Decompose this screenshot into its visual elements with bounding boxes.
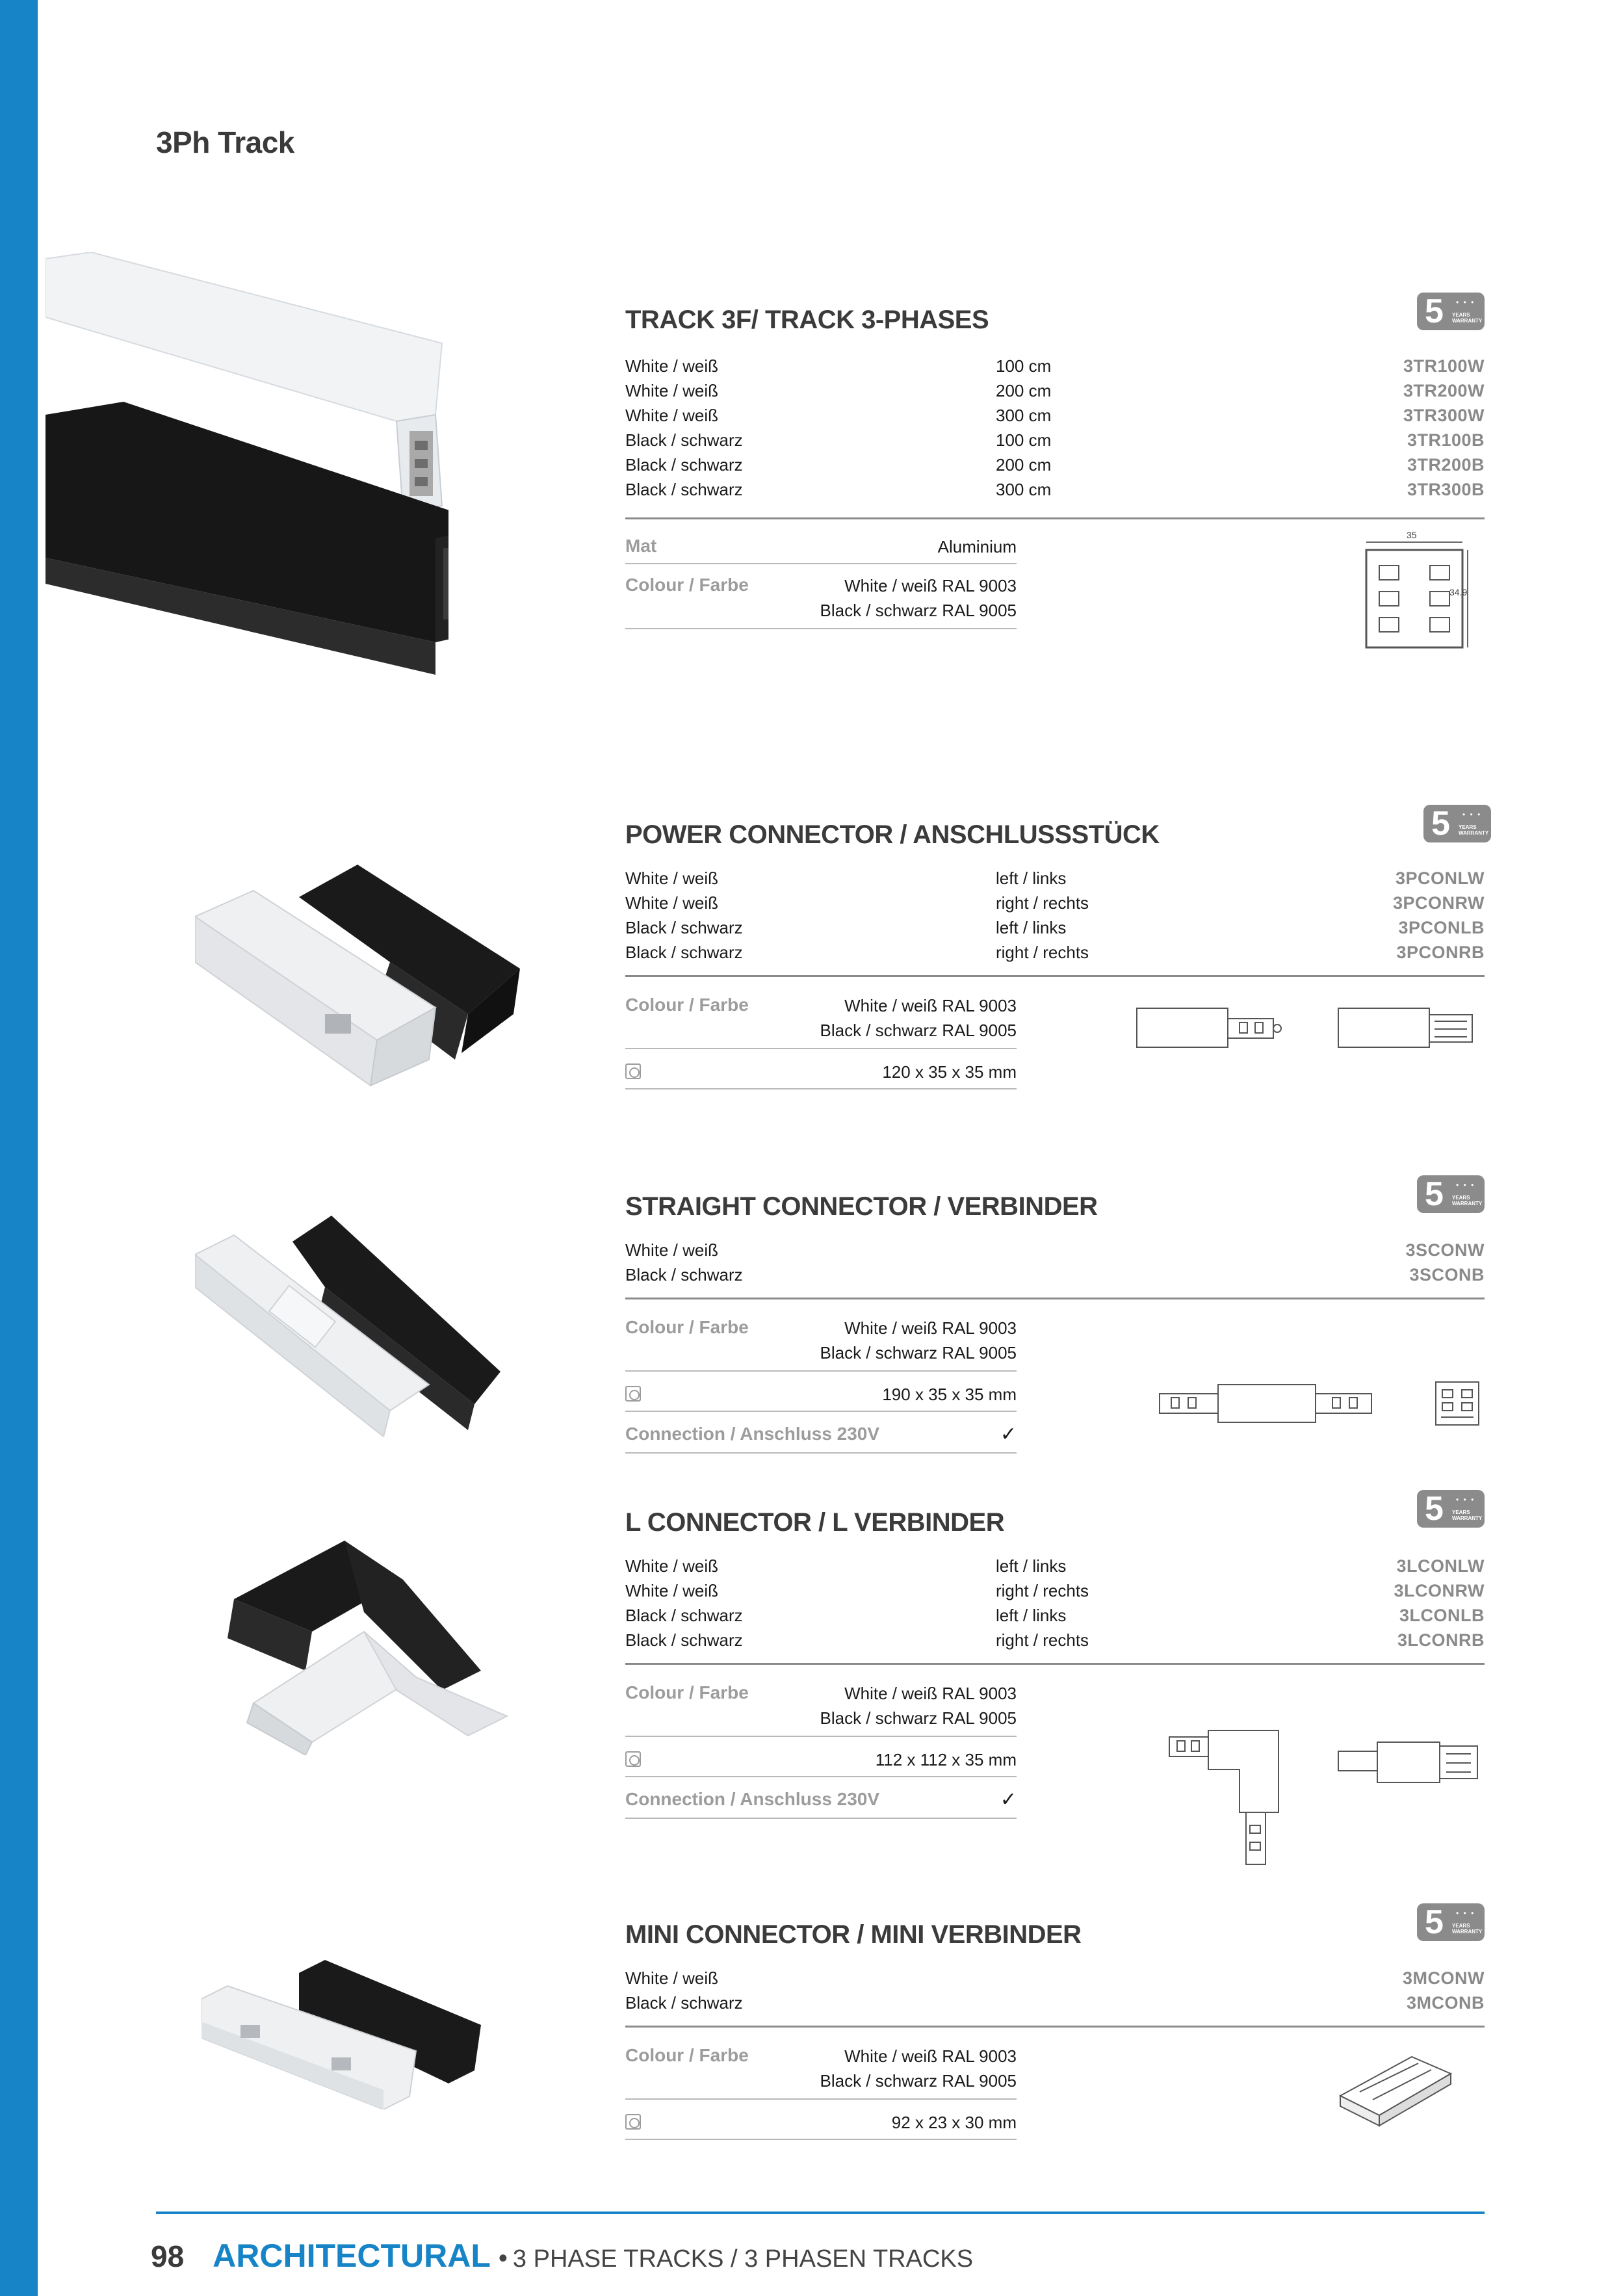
dimensions-icon <box>625 1063 641 1079</box>
product-code: 3LCONLB <box>1399 1606 1485 1625</box>
warranty-text: YEARS WARRANTY <box>1459 824 1489 836</box>
product-code: 3TR300B <box>1407 480 1485 499</box>
warranty-dots: • • • <box>1456 1909 1475 1918</box>
warranty-years: 5 <box>1431 805 1450 842</box>
variant-row: Black / schwarz 300 cm 3TR300B <box>625 477 1485 502</box>
check-icon: ✓ <box>1000 1424 1017 1445</box>
l-connector-photo <box>195 1541 520 1755</box>
product-code: 3LCONRW <box>1394 1581 1485 1600</box>
spec-label: Colour / Farbe <box>625 575 749 595</box>
spec-dimensions <box>625 1379 1017 1418</box>
product-title: TRACK 3F/ TRACK 3-PHASES <box>625 306 989 334</box>
warranty-badge <box>1417 1490 1485 1528</box>
straight-connector-drawing-side <box>1158 1381 1373 1426</box>
spec-material <box>625 533 1017 566</box>
variant-table <box>625 866 1485 965</box>
variant-row: White / weiß right / rechts 3PCONRW <box>625 891 1485 915</box>
product-code: 3TR200W <box>1403 381 1485 400</box>
product-code: 3SCONB <box>1409 1265 1485 1285</box>
product-code: 3PCONLB <box>1398 918 1485 937</box>
mini-connector-drawing <box>1334 2050 1457 2128</box>
product-title: L CONNECTOR / L VERBINDER <box>625 1508 1005 1537</box>
spec-value: White / weiß RAL 9003 Black / schwarz RAL 9005 <box>820 996 1017 1040</box>
mini-connector-photo <box>201 1960 487 2109</box>
warranty-badge <box>1423 805 1491 842</box>
spec-dimensions <box>625 1057 1017 1096</box>
dimensions-icon <box>625 2114 641 2130</box>
spec-label: Connection / Anschluss 230V <box>625 1424 880 1444</box>
spec-connection <box>625 1784 1017 1823</box>
warranty-badge <box>1417 293 1485 330</box>
warranty-years: 5 <box>1425 1903 1444 1941</box>
straight-connector-photo <box>195 1216 500 1437</box>
product-code: 3TR100W <box>1403 356 1485 376</box>
warranty-text: YEARS WARRANTY <box>1452 1923 1483 1935</box>
spec-colour <box>625 572 1017 637</box>
warranty-dots: • • • <box>1456 1181 1475 1190</box>
svg-text:35: 35 <box>1407 530 1417 540</box>
warranty-years: 5 <box>1425 1490 1444 1528</box>
track-profile-drawing <box>1353 527 1483 657</box>
spec-value: White / weiß RAL 9003 Black / schwarz RAL 9005 <box>820 1318 1017 1363</box>
footer-bullet: • <box>498 2244 508 2273</box>
spec-label: Connection / Anschluss 230V <box>625 1789 880 1809</box>
spec-dimensions <box>625 2107 1017 2146</box>
spec-connection <box>625 1418 1017 1457</box>
spec-colour <box>625 1314 1017 1379</box>
warranty-badge <box>1417 1175 1485 1213</box>
divider <box>625 2026 1485 2028</box>
product-code: 3SCONW <box>1405 1240 1485 1260</box>
straight-connector-drawing-end <box>1435 1381 1480 1426</box>
spec-value: 120 x 35 x 35 mm <box>882 1062 1017 1082</box>
warranty-dots: • • • <box>1462 810 1482 819</box>
variant-row: Black / schwarz 3SCONB <box>625 1262 1485 1287</box>
footer-rule <box>156 2211 1485 2214</box>
section-title: ARCHITECTURAL <box>213 2237 491 2274</box>
variant-row: White / weiß left / links 3LCONLW <box>625 1554 1485 1578</box>
page-footer <box>151 2236 973 2284</box>
spec-label: Colour / Farbe <box>625 995 749 1015</box>
variant-row: White / weiß 100 cm 3TR100W <box>625 354 1485 378</box>
check-icon: ✓ <box>1000 1789 1017 1810</box>
variant-row: White / weiß left / links 3PCONLW <box>625 866 1485 891</box>
variant-row: White / weiß 3MCONW <box>625 1966 1485 1990</box>
spec-label: Mat <box>625 536 657 556</box>
dimensions-icon <box>625 1386 641 1402</box>
spec-colour <box>625 2042 1017 2107</box>
spec-value: 190 x 35 x 35 mm <box>882 1385 1017 1404</box>
variant-table <box>625 1554 1485 1652</box>
variant-row: Black / schwarz 100 cm 3TR100B <box>625 428 1485 452</box>
variant-row: Black / schwarz right / rechts 3PCONRB <box>625 940 1485 965</box>
product-code: 3PCONRW <box>1392 893 1485 913</box>
warranty-text: YEARS WARRANTY <box>1452 312 1483 324</box>
product-title: STRAIGHT CONNECTOR / VERBINDER <box>625 1192 1098 1221</box>
power-connector-photo <box>195 865 520 1099</box>
l-connector-drawing-side <box>1337 1737 1480 1789</box>
dimensions-icon <box>625 1751 641 1767</box>
divider <box>625 517 1485 519</box>
variant-row: Black / schwarz 200 cm 3TR200B <box>625 452 1485 477</box>
variant-table <box>625 1238 1485 1287</box>
divider <box>625 1663 1485 1665</box>
product-code: 3TR300W <box>1403 406 1485 425</box>
track-photo <box>45 252 448 675</box>
power-connector-drawing-left <box>1136 1006 1285 1051</box>
warranty-dots: • • • <box>1456 298 1475 307</box>
spec-label: Colour / Farbe <box>625 1317 749 1337</box>
svg-text:34.9: 34.9 <box>1449 587 1468 597</box>
section-subtitle: 3 PHASE TRACKS / 3 PHASEN TRACKS <box>512 2245 974 2273</box>
spec-value: 92 x 23 x 30 mm <box>891 2113 1017 2132</box>
spec-value: 112 x 112 x 35 mm <box>875 1750 1017 1769</box>
variant-row: White / weiß 200 cm 3TR200W <box>625 378 1485 403</box>
variant-row: Black / schwarz right / rechts 3LCONRB <box>625 1628 1485 1652</box>
warranty-text: YEARS WARRANTY <box>1452 1509 1483 1521</box>
variant-row: Black / schwarz left / links 3PCONLB <box>625 915 1485 940</box>
divider <box>625 1298 1485 1299</box>
spec-value: White / weiß RAL 9003 Black / schwarz RAL 9005 <box>820 576 1017 620</box>
product-code: 3MCONW <box>1403 1968 1485 1988</box>
product-code: 3LCONLW <box>1396 1556 1485 1576</box>
product-title: POWER CONNECTOR / ANSCHLUSSSTÜCK <box>625 820 1160 849</box>
page-heading: 3Ph Track <box>156 125 294 159</box>
spec-value: White / weiß RAL 9003 Black / schwarz RAL 9005 <box>820 2046 1017 2091</box>
warranty-text: YEARS WARRANTY <box>1452 1195 1483 1207</box>
variant-row: White / weiß 3SCONW <box>625 1238 1485 1262</box>
variant-row: White / weiß 300 cm 3TR300W <box>625 403 1485 428</box>
warranty-badge <box>1417 1903 1485 1941</box>
product-title: MINI CONNECTOR / MINI VERBINDER <box>625 1920 1082 1949</box>
product-code: 3PCONLW <box>1395 868 1485 888</box>
spec-label: Colour / Farbe <box>625 1682 749 1702</box>
product-code: 3PCONRB <box>1396 943 1485 962</box>
spec-label: Colour / Farbe <box>625 2045 749 2065</box>
warranty-years: 5 <box>1425 293 1444 330</box>
side-accent-bar <box>0 0 38 2296</box>
variant-row: Black / schwarz 3MCONB <box>625 1990 1485 2015</box>
product-code: 3LCONRB <box>1397 1630 1485 1650</box>
spec-dimensions <box>625 1745 1017 1784</box>
power-connector-drawing-right <box>1337 1006 1480 1051</box>
divider <box>625 975 1485 977</box>
spec-value: Aluminium <box>937 537 1017 556</box>
product-code: 3MCONB <box>1406 1993 1485 2013</box>
spec-value: White / weiß RAL 9003 Black / schwarz RAL 9005 <box>820 1684 1017 1728</box>
spec-colour <box>625 992 1017 1057</box>
spec-colour <box>625 1680 1017 1745</box>
page-number: 98 <box>151 2239 185 2273</box>
warranty-years: 5 <box>1425 1175 1444 1213</box>
variant-table <box>625 354 1485 502</box>
product-code: 3TR200B <box>1407 455 1485 475</box>
product-code: 3TR100B <box>1407 430 1485 450</box>
variant-row: Black / schwarz left / links 3LCONLB <box>625 1603 1485 1628</box>
variant-table <box>625 1966 1485 2015</box>
warranty-dots: • • • <box>1456 1495 1475 1504</box>
l-connector-drawing-top <box>1168 1728 1292 1871</box>
variant-row: White / weiß right / rechts 3LCONRW <box>625 1578 1485 1603</box>
